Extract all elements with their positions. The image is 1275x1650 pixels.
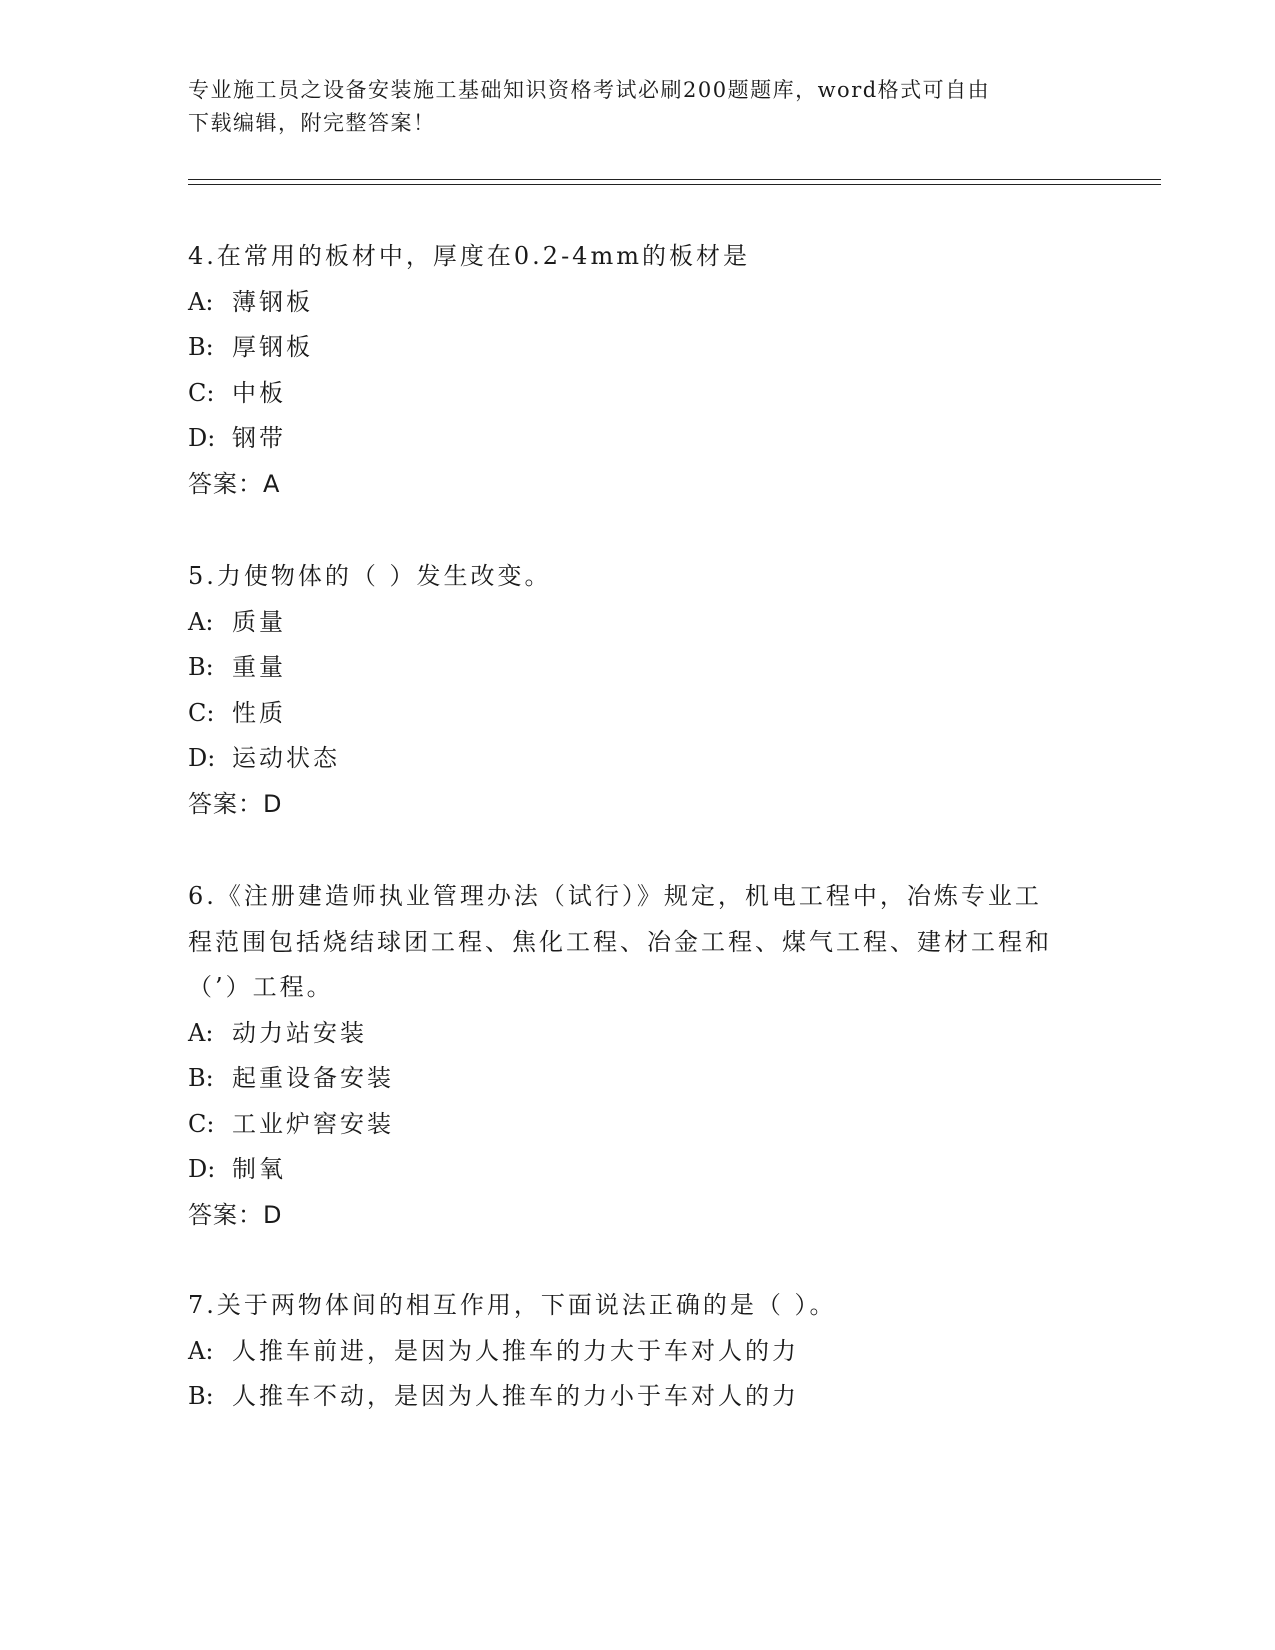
option-key: C: bbox=[188, 378, 215, 407]
option-text: 中板 bbox=[232, 378, 286, 407]
option-key: B: bbox=[188, 1064, 214, 1092]
question-stem: 7.关于两物体间的相互作用，下面说法正确的是（ ）。 bbox=[188, 1291, 837, 1319]
answer-line: 答案：D bbox=[188, 789, 283, 818]
option-b bbox=[188, 325, 1068, 371]
option-a bbox=[188, 1011, 1068, 1057]
option-key: A: bbox=[188, 1336, 214, 1365]
answer-line: 答案：A bbox=[188, 469, 281, 498]
option-a bbox=[188, 1329, 1068, 1375]
option-b bbox=[188, 645, 1068, 691]
option-d bbox=[188, 1147, 1068, 1193]
header-divider-top bbox=[188, 179, 1161, 180]
option-text: 薄钢板 bbox=[232, 287, 313, 316]
option-key: B: bbox=[188, 653, 214, 681]
option-a bbox=[188, 280, 1068, 326]
question-stem: 4.在常用的板材中，厚度在0.2-4mm的板材是 bbox=[188, 242, 750, 270]
option-text: 人推车不动，是因为人推车的力小于车对人的力 bbox=[232, 1382, 799, 1410]
option-c bbox=[188, 691, 1068, 737]
option-text: 厚钢板 bbox=[232, 333, 313, 361]
header-line-1: 专业施工员之设备安装施工基础知识资格考试必刷200题题库，word格式可自由 bbox=[188, 78, 991, 102]
question-stem: 5.力使物体的（ ）发生改变。 bbox=[188, 562, 552, 590]
option-b bbox=[188, 1056, 1068, 1102]
option-key: B: bbox=[188, 333, 214, 361]
option-key: D: bbox=[188, 1155, 216, 1183]
option-key: A: bbox=[188, 287, 214, 316]
option-text: 钢带 bbox=[232, 424, 286, 452]
header-line-2: 下载编辑，附完整答案！ bbox=[188, 111, 436, 135]
document-header bbox=[188, 74, 1068, 140]
option-text: 人推车前进，是因为人推车的力大于车对人的力 bbox=[232, 1336, 799, 1365]
option-key: C: bbox=[188, 1109, 215, 1138]
question-7 bbox=[188, 1283, 1068, 1420]
option-text: 性质 bbox=[232, 698, 286, 727]
option-d bbox=[188, 736, 1068, 782]
option-text: 质量 bbox=[232, 607, 286, 636]
option-text: 起重设备安装 bbox=[232, 1064, 394, 1092]
option-key: D: bbox=[188, 744, 216, 772]
option-key: A: bbox=[188, 1018, 214, 1047]
option-key: D: bbox=[188, 424, 216, 452]
question-stem: 6.《注册建造师执业管理办法（试行）》规定，机电工程中，冶炼专业工程范围包括烧结球团工程、焦化工程、冶金工程、煤气工程、建材工程和（’）工程。 bbox=[188, 882, 1052, 1001]
option-key: A: bbox=[188, 607, 214, 636]
option-c bbox=[188, 371, 1068, 417]
question-4 bbox=[188, 234, 1068, 507]
option-b bbox=[188, 1374, 1068, 1420]
option-a bbox=[188, 600, 1068, 646]
option-c bbox=[188, 1102, 1068, 1148]
option-key: B: bbox=[188, 1382, 214, 1410]
option-text: 工业炉窖安装 bbox=[232, 1109, 394, 1138]
option-text: 制氧 bbox=[232, 1155, 286, 1183]
option-d bbox=[188, 416, 1068, 462]
question-5 bbox=[188, 554, 1068, 827]
answer-line: 答案：D bbox=[188, 1200, 283, 1229]
option-text: 运动状态 bbox=[232, 744, 340, 772]
option-text: 动力站安装 bbox=[232, 1018, 367, 1047]
header-divider-bottom bbox=[188, 184, 1161, 185]
question-6 bbox=[188, 874, 1068, 1238]
option-key: C: bbox=[188, 698, 215, 727]
option-text: 重量 bbox=[232, 653, 286, 681]
